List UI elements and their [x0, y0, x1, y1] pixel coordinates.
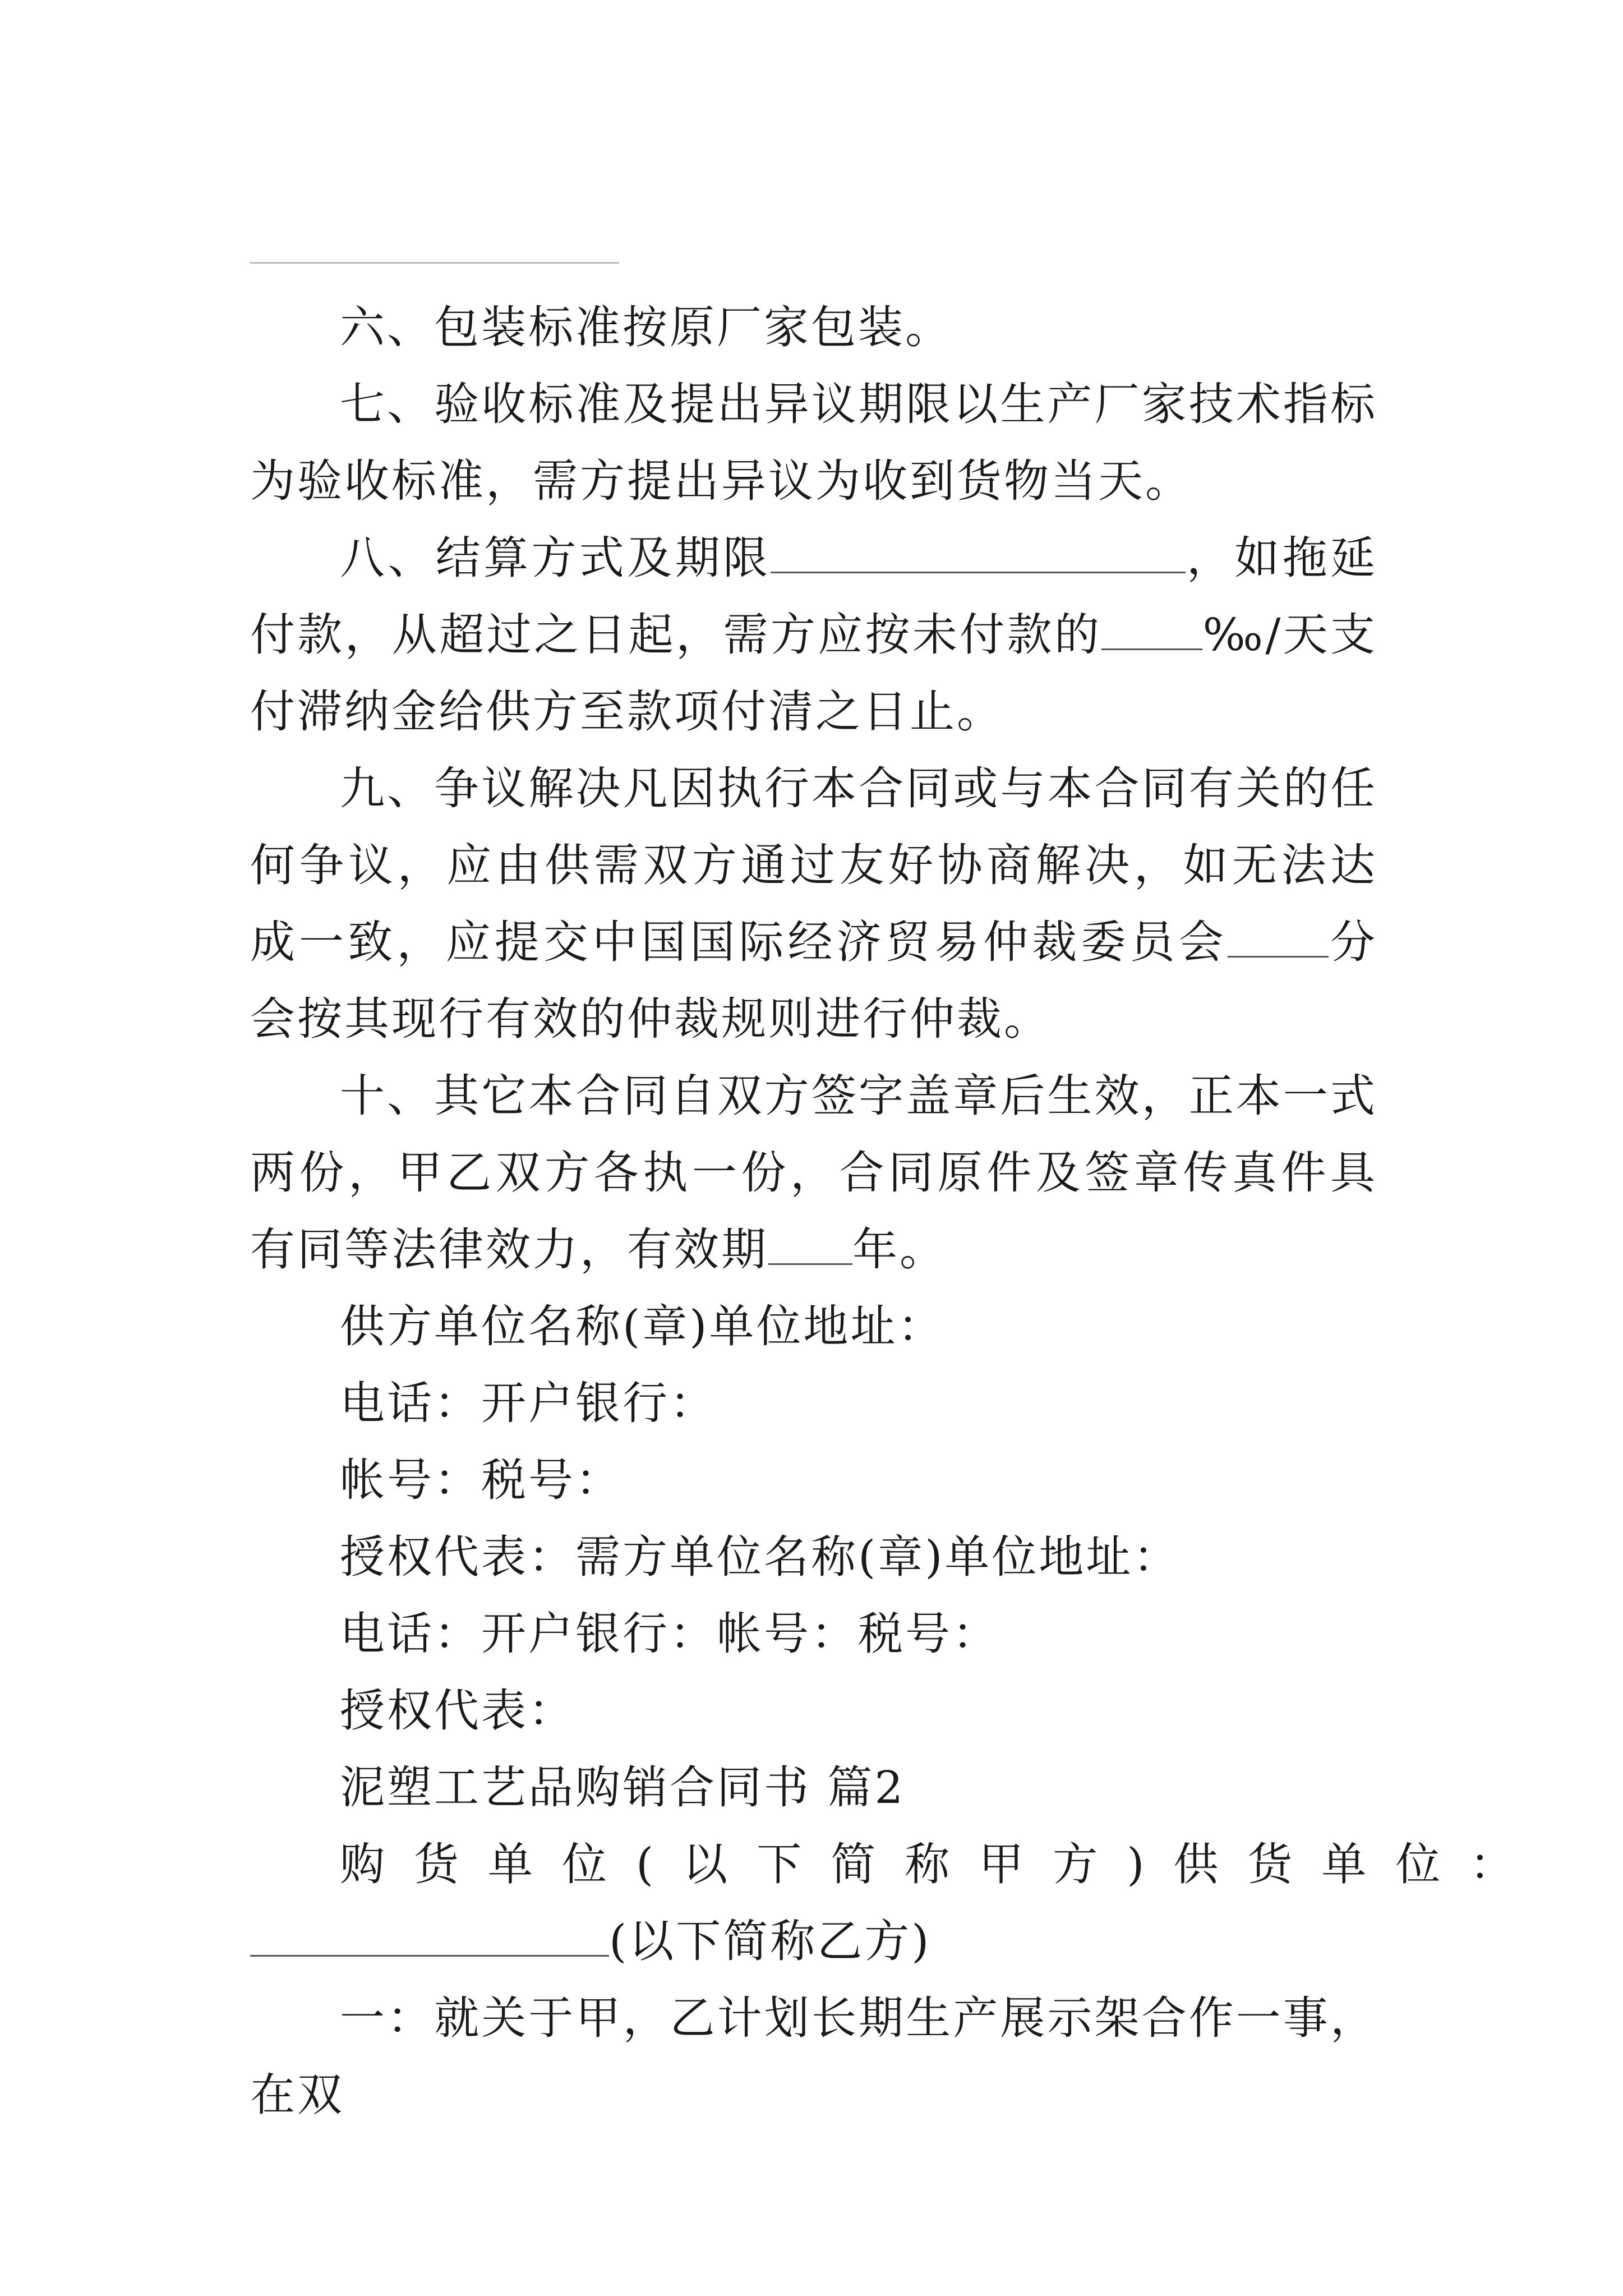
penalty-rate-blank: [1101, 608, 1202, 650]
buyer-line: 购货单位(以下简称甲方)供货单位：: [340, 1838, 1544, 1890]
seller-suffix: (以下简称乙方): [609, 1915, 932, 1967]
clause-10-text-a: 十、其它本合同自双方签字盖章后生效，正本一式两份，甲乙双方各执一份，合同原件及签章传真件具有同等法律效力，有效期: [250, 1070, 1377, 1276]
settlement-blank: [771, 531, 1186, 573]
header-divider: [250, 262, 619, 264]
seller-name-blank: [250, 1915, 609, 1957]
supplier-info: 供方单位名称(章)单位地址：: [340, 1300, 945, 1352]
clause-9-text-a: 九、争议解决凡因执行本合同或与本合同有关的任何争议，应由供需双方通过友好协商解决，如无法达成一致，应提交中国国际经济贸易仲裁委员会: [250, 762, 1377, 968]
arbitration-branch-blank: [1228, 915, 1329, 958]
clause-8-text-a: 八、结算方式及期限: [340, 532, 771, 584]
clause-9: [250, 750, 1377, 1057]
validity-years-blank: [768, 1223, 852, 1265]
clause-1-part-2: 一：就关于甲，乙计划长期生产展示架合作一事，在双: [250, 1992, 1377, 2121]
supplier-rep-buyer-info: 授权代表：需方单位名称(章)单位地址：: [340, 1531, 1181, 1583]
clause-8-text-b: ，如拖延付款，从超过之日起，需方应按未付款的: [250, 532, 1378, 661]
buyer-rep: 授权代表：: [340, 1685, 575, 1737]
contract-heading-2: 泥塑工艺品购销合同书 篇2: [340, 1761, 906, 1814]
supplier-account-tax: 帐号：税号：: [340, 1454, 623, 1506]
clause-10: [250, 1057, 1377, 1288]
buyer-phone-bank-account-tax: 电话：开户银行：帐号：税号：: [340, 1608, 999, 1660]
document-body: [250, 289, 1544, 2133]
clause-8: [250, 519, 1377, 750]
clause-6: 六、包装标准按原厂家包装。: [340, 301, 952, 353]
seller-line: [250, 1903, 1377, 1980]
clause-10-text-b: 年。: [852, 1223, 947, 1276]
clause-9-text-b: 分会按其现行有效的仲裁规则进行仲裁。: [250, 916, 1378, 1045]
clause-7: 七、验收标准及提出异议期限以生产厂家技术指标为验收标准，需方提出异议为收到货物当天。: [250, 378, 1377, 507]
clause-8-text-c: ‰/天支付滞纳金给供方至款项付清之日止。: [250, 609, 1378, 738]
supplier-phone-bank: 电话：开户银行：: [340, 1377, 717, 1429]
